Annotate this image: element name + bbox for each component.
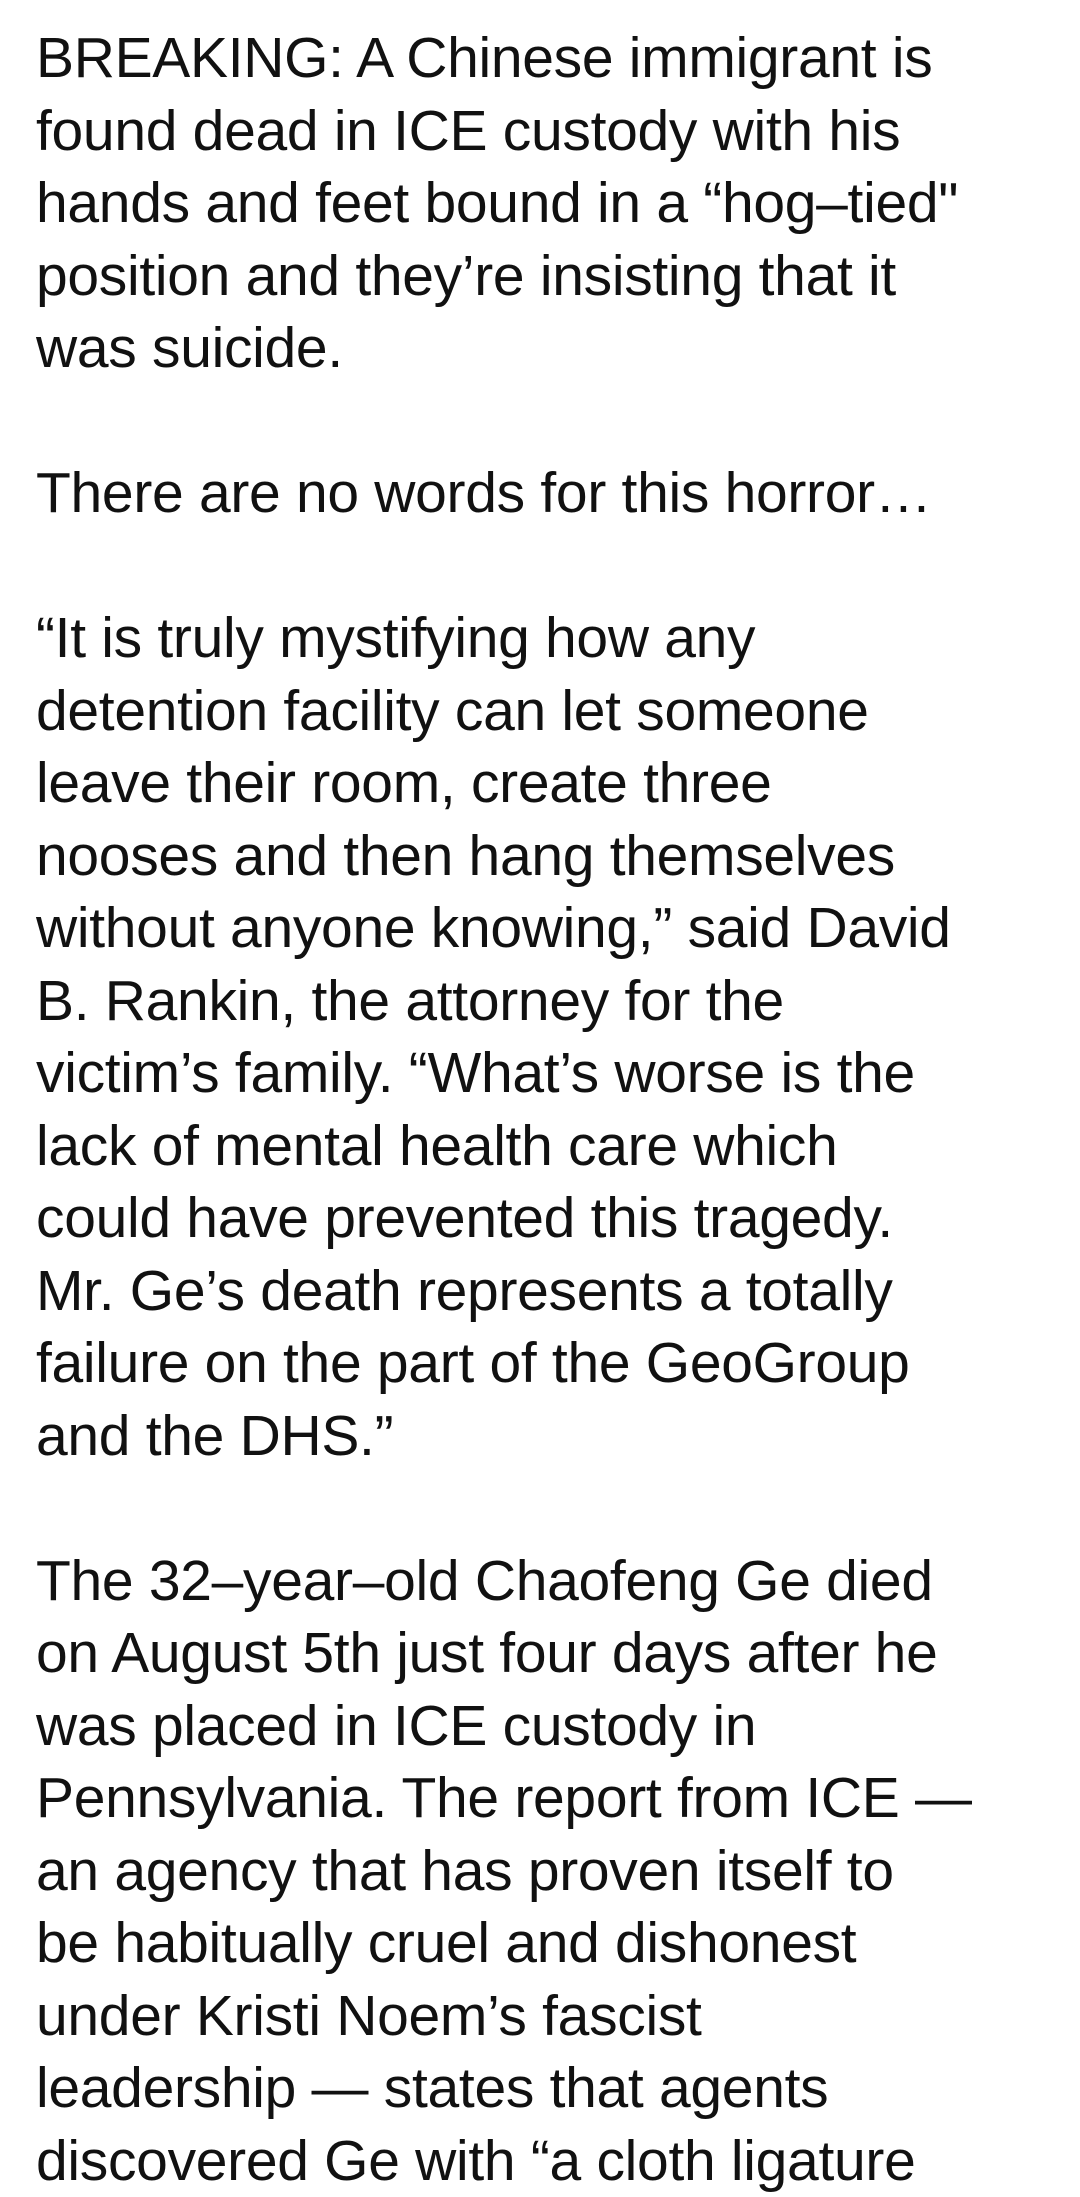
- post-paragraph-details: The 32–year–old Chaofeng Ge died on August 5th just four days after he was placed in ICE custody in Pennsylvania. The report from ICE — an agency that has proven itself to be habitually cruel and dishonest under Kristi Noem’s fascist leadership — states that agents discovered Ge with “a cloth ligature: [36, 1545, 1056, 2197]
- post-paragraph-horror: There are no words for this horror…: [36, 457, 1056, 530]
- post-paragraph-breaking: BREAKING: A Chinese immigrant is found dead in ICE custody with his hands and feet bound in a “hog–tied" position and they’re insisting that it was suicide.: [36, 22, 1056, 385]
- post-body: [36, 22, 1056, 2197]
- post-paragraph-attorney-quote: “It is truly mystifying how any detention facility can let someone leave their room, create three nooses and then hang themselves without anyone knowing,” said David B. Rankin, the attorney for the victim’s family. “What’s worse is the lack of mental health care which could have prevented this tragedy. Mr. Ge’s death represents a totally failure on the part of the GeoGroup and the DHS.”: [36, 602, 1056, 1472]
